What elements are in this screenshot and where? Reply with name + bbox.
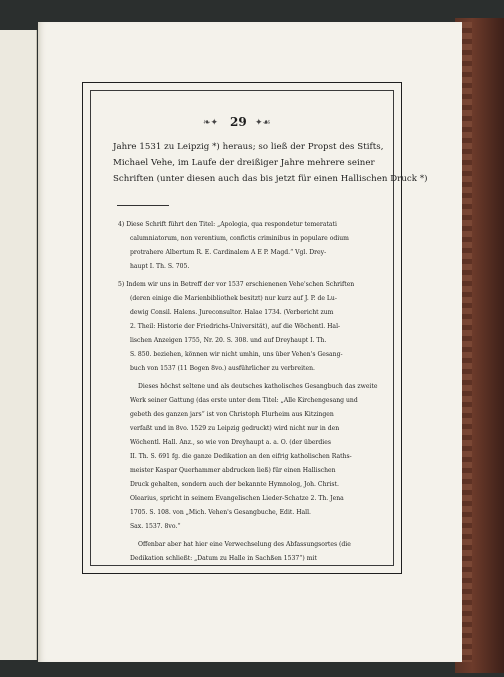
footnote-line: Druck gehalten, sondern auch der bekannte Hymnolog, Joh. Christ. [130,481,339,488]
left-page-edge [0,30,37,660]
footnote-line: Dedikation schließt: „Datum zu Halle in Sachßen 1537“) mit [130,555,317,562]
footnote-line: Offenbar aber hat hier eine Verwechselung des Abfassungsortes (die [138,541,351,548]
footnote-rule [117,205,169,206]
footnote-line: 4) Diese Schrift führt den Titel: „Apologia, qua respondetur temeratati [118,221,337,228]
page-edges [462,22,472,662]
footnote-line: buch von 1537 (11 Bogen 8vo.) ausführlicher zu verbreiten. [130,365,315,372]
footnote-line: S. 850. beziehen, können wir nicht umhin, uns über Vehen's Gesang- [130,351,343,358]
footnote-line: dewig Consil. Halens. Jureconsultor. Halae 1734. (Verbericht zum [130,309,334,316]
page-number: 29 [230,115,247,129]
footnote-line: Dieses höchst seltene und als deutsches katholisches Gesangbuch das zweite [138,383,378,390]
footnote-line: 1705. S. 108. von „Mich. Vehen's Gesangbuche, Edit. Hall. [130,509,311,516]
footnote-line: (deren einige die Marienbibliothek besitzt) nur kurz auf J. P. de Lu- [130,295,337,302]
footnote-line: 5) Indem wir uns in Betreff der vor 1537 erschienenen Vehe'schen Schriften [118,281,355,288]
footnote-line: 2. Theil: Historie der Friedrichs-Universität), auf die Wöchentl. Hal- [130,323,341,330]
body-line: Jahre 1531 zu Leipzig *) heraus; so ließ der Propst des Stifts, [113,142,384,152]
body-line: Schriften (unter diesen auch das bis jetzt für einen Hallischen Druck *) [113,174,428,184]
footnote-line: haupt I. Th. S. 705. [130,263,190,270]
footnote-line: Werk seiner Gattung (das erste unter dem Titel: „Alle Kirchengesang und [130,397,358,404]
footnote-line: II. Th. S. 691 fg. die ganze Dedikation an den eifrig katholischen Raths- [130,453,352,460]
ornament-left: ❧✦ [203,118,219,128]
footnote-line: calumniatorum, non verentium, confictis criminibus in populare odium [130,235,349,242]
footnote-line: protrahere Albertum R. E. Cardinalem A E P. Magd.“ Vgl. Drey- [130,249,327,256]
body-line: Michael Vehe, im Laufe der dreißiger Jahre mehrere seiner [113,158,375,168]
footnote-line: lischen Anzeigen 1755, Nr. 20. S. 308. und auf Dreyhaupt I. Th. [130,337,327,344]
footnote-line: Sax. 1537. 8vo.“ [130,523,181,530]
footnote-line: Wöchentl. Hall. Anz., so wie von Dreyhaupt a. a. O. (der überdies [130,439,331,446]
footnote-line: meister Kaspar Querhammer abdrucken ließ) für einen Hallischen [130,467,336,474]
footnote-line: gebeth des ganzen jars“ ist von Christoph Flurheim aus Kitzingen [130,411,334,418]
footnote-line: Olearius, spricht in seinem Evangelischen Lieder-Schatze 2. Th. Jena [130,495,344,502]
ornament-right: ✦☙ [255,118,271,128]
footnote-line: verfaßt und in 8vo. 1529 zu Leipzig gedruckt) wird nicht nur in den [130,425,340,432]
